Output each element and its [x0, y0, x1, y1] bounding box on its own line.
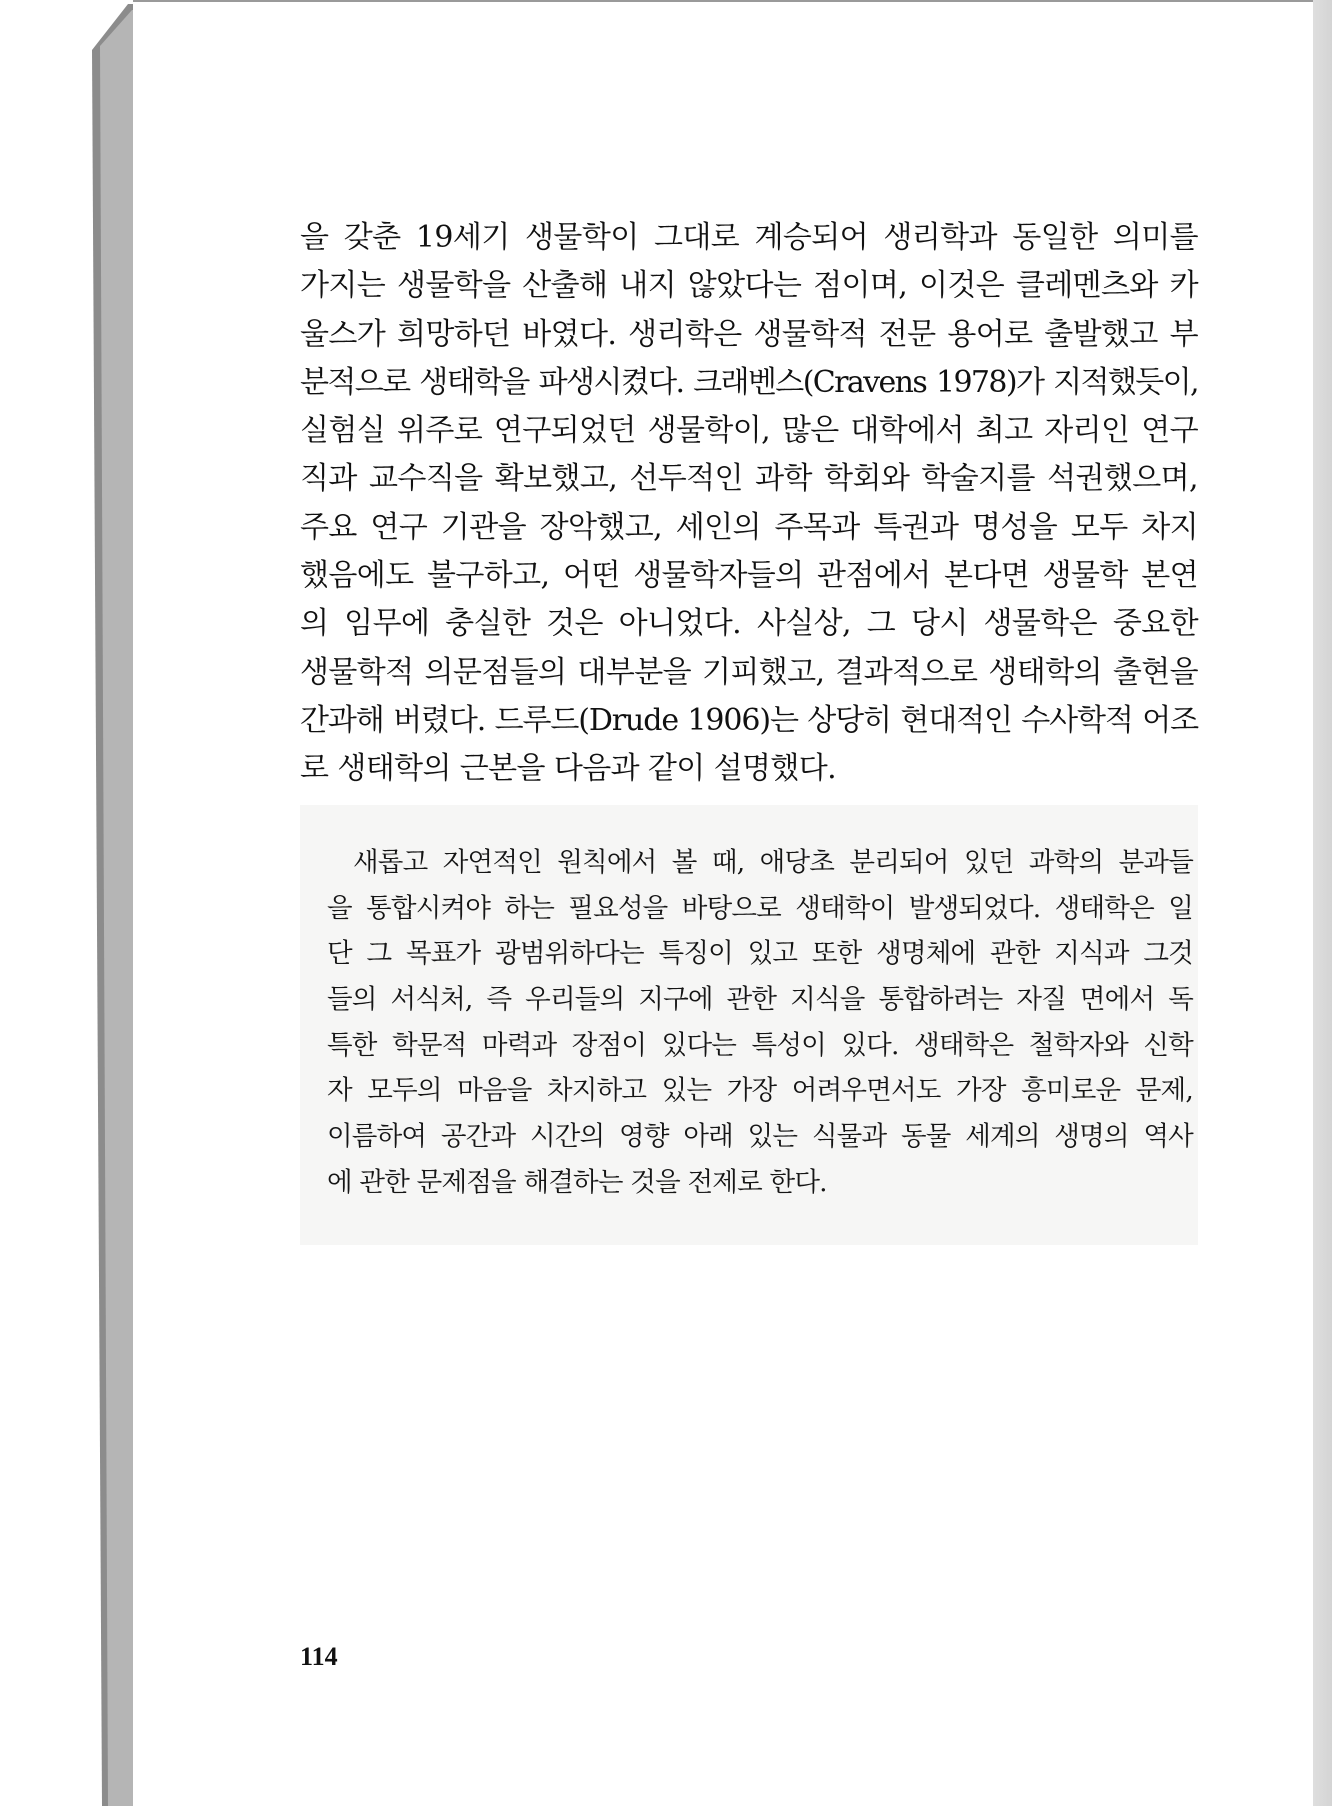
quote-line: 을 통합시켜야 하는 필요성을 바탕으로 생태학이 발생되었다. 생태학은 일 [327, 892, 1193, 924]
quote-line: 단 그 목표가 광범위하다는 특징이 있고 또한 생명체에 관한 지식과 그것 [327, 938, 1193, 970]
body-line: 의 임무에 충실한 것은 아니었다. 사실상, 그 당시 생물학은 중요한 [300, 606, 1198, 642]
quote-line: 자 모두의 마음을 차지하고 있는 가장 어려우면서도 가장 흥미로운 문제, [327, 1075, 1193, 1107]
body-line: 울스가 희망하던 바였다. 생리학은 생물학적 전문 용어로 출발했고 부 [300, 316, 1198, 352]
body-line: 로 생태학의 근본을 다음과 같이 설명했다. [300, 751, 837, 787]
body-line: 했음에도 불구하고, 어떤 생물학자들의 관점에서 본다면 생물학 본연 [300, 558, 1198, 594]
block-quote [327, 840, 1193, 1206]
body-line: 가지는 생물학을 산출해 내지 않았다는 점이며, 이것은 클레멘츠와 카 [300, 268, 1198, 304]
body-line: 주요 연구 기관을 장악했고, 세인의 주목과 특권과 명성을 모두 차지 [300, 509, 1198, 545]
page-number: 114 [300, 1642, 338, 1671]
quote-line: 들의 서식처, 즉 우리들의 지구에 관한 지식을 통합하려는 자질 면에서 독 [327, 984, 1193, 1016]
body-line: 실험실 위주로 연구되었던 생물학이, 많은 대학에서 최고 자리인 연구 [300, 413, 1198, 449]
body-line: 생물학적 의문점들의 대부분을 기피했고, 결과적으로 생태학의 출현을 [300, 654, 1198, 690]
quote-line: 에 관한 문제점을 해결하는 것을 전제로 한다. [327, 1166, 827, 1198]
body-line: 직과 교수직을 확보했고, 선두적인 과학 학회와 학술지를 석권했으며, [300, 461, 1198, 497]
body-line: 을 갖춘 19세기 생물학이 그대로 계승되어 생리학과 동일한 의미를 [300, 220, 1198, 255]
page-edge-left [0, 0, 140, 1806]
quote-line: 특한 학문적 마력과 장점이 있다는 특성이 있다. 생태학은 철학자와 신학 [327, 1029, 1193, 1061]
quote-line: 이름하여 공간과 시간의 영향 아래 있는 식물과 동물 세계의 생명의 역사 [327, 1121, 1193, 1153]
body-line: 분적으로 생태학을 파생시켰다. 크래벤스(Cravens 1978)가 지적했듯이, [300, 364, 1198, 400]
body-paragraph [300, 214, 1198, 794]
quote-line: 새롭고 자연적인 원칙에서 볼 때, 애당초 분리되어 있던 과학의 분과들 [353, 847, 1193, 878]
body-line: 간과해 버렸다. 드루드(Drude 1906)는 상당히 현대적인 수사학적 어조 [300, 702, 1198, 738]
